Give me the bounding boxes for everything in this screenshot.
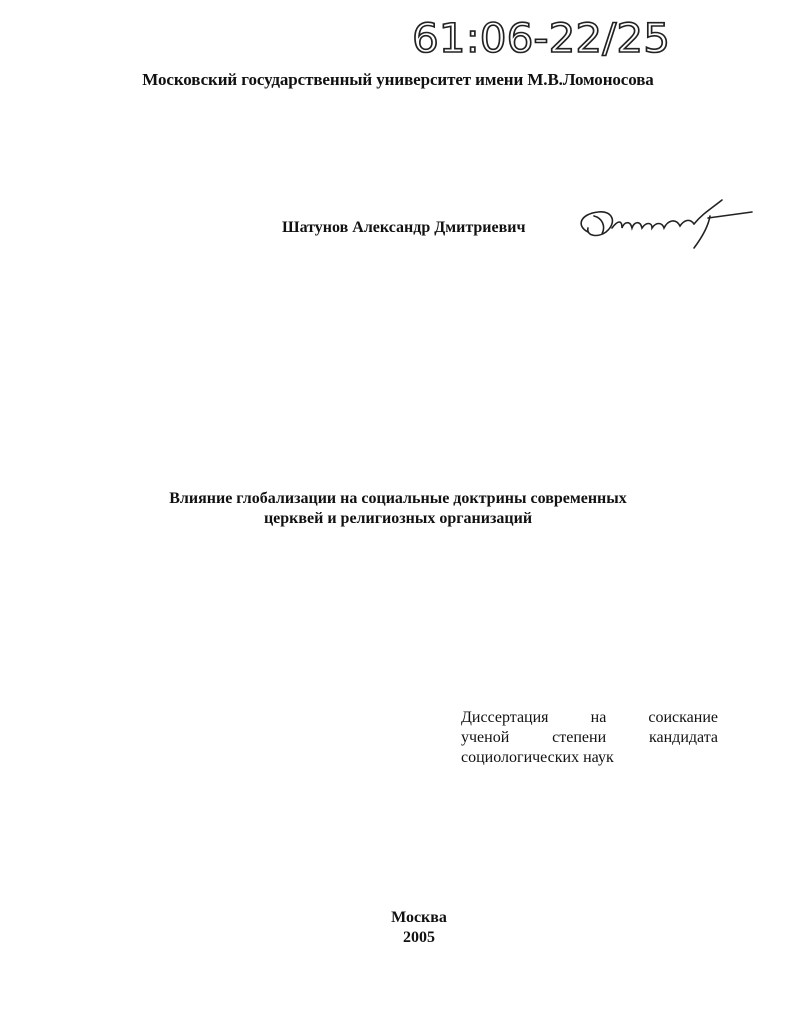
dissertation-title	[0, 489, 796, 529]
degree-word: Диссертация	[461, 709, 549, 726]
year: 2005	[403, 929, 435, 946]
degree-word: социологических наук	[461, 749, 614, 766]
author-name: Шатунов Александр Дмитриевич	[282, 219, 526, 236]
degree-line-2	[461, 728, 718, 748]
degree-line-3	[461, 748, 718, 768]
degree-line-1	[461, 708, 718, 728]
city-and-year	[0, 908, 796, 948]
handwritten-code-text: 61:06-22/25	[412, 16, 670, 62]
signature-icon	[572, 192, 762, 252]
university-name: Московский государственный университет имени М.В.Ломоносова	[142, 70, 654, 89]
degree-statement	[461, 708, 718, 768]
title-line-2: церквей и религиозных организаций	[263, 510, 533, 527]
degree-word: степени	[552, 729, 607, 746]
title-line-1: Влияние глобализации на социальные доктрины современных	[169, 490, 627, 507]
degree-word: соискание	[648, 709, 718, 726]
degree-word: ученой	[461, 729, 510, 746]
handwritten-archive-code	[408, 8, 678, 68]
degree-word: кандидата	[648, 729, 718, 746]
city: Москва	[391, 909, 447, 926]
degree-word: на	[590, 709, 607, 726]
